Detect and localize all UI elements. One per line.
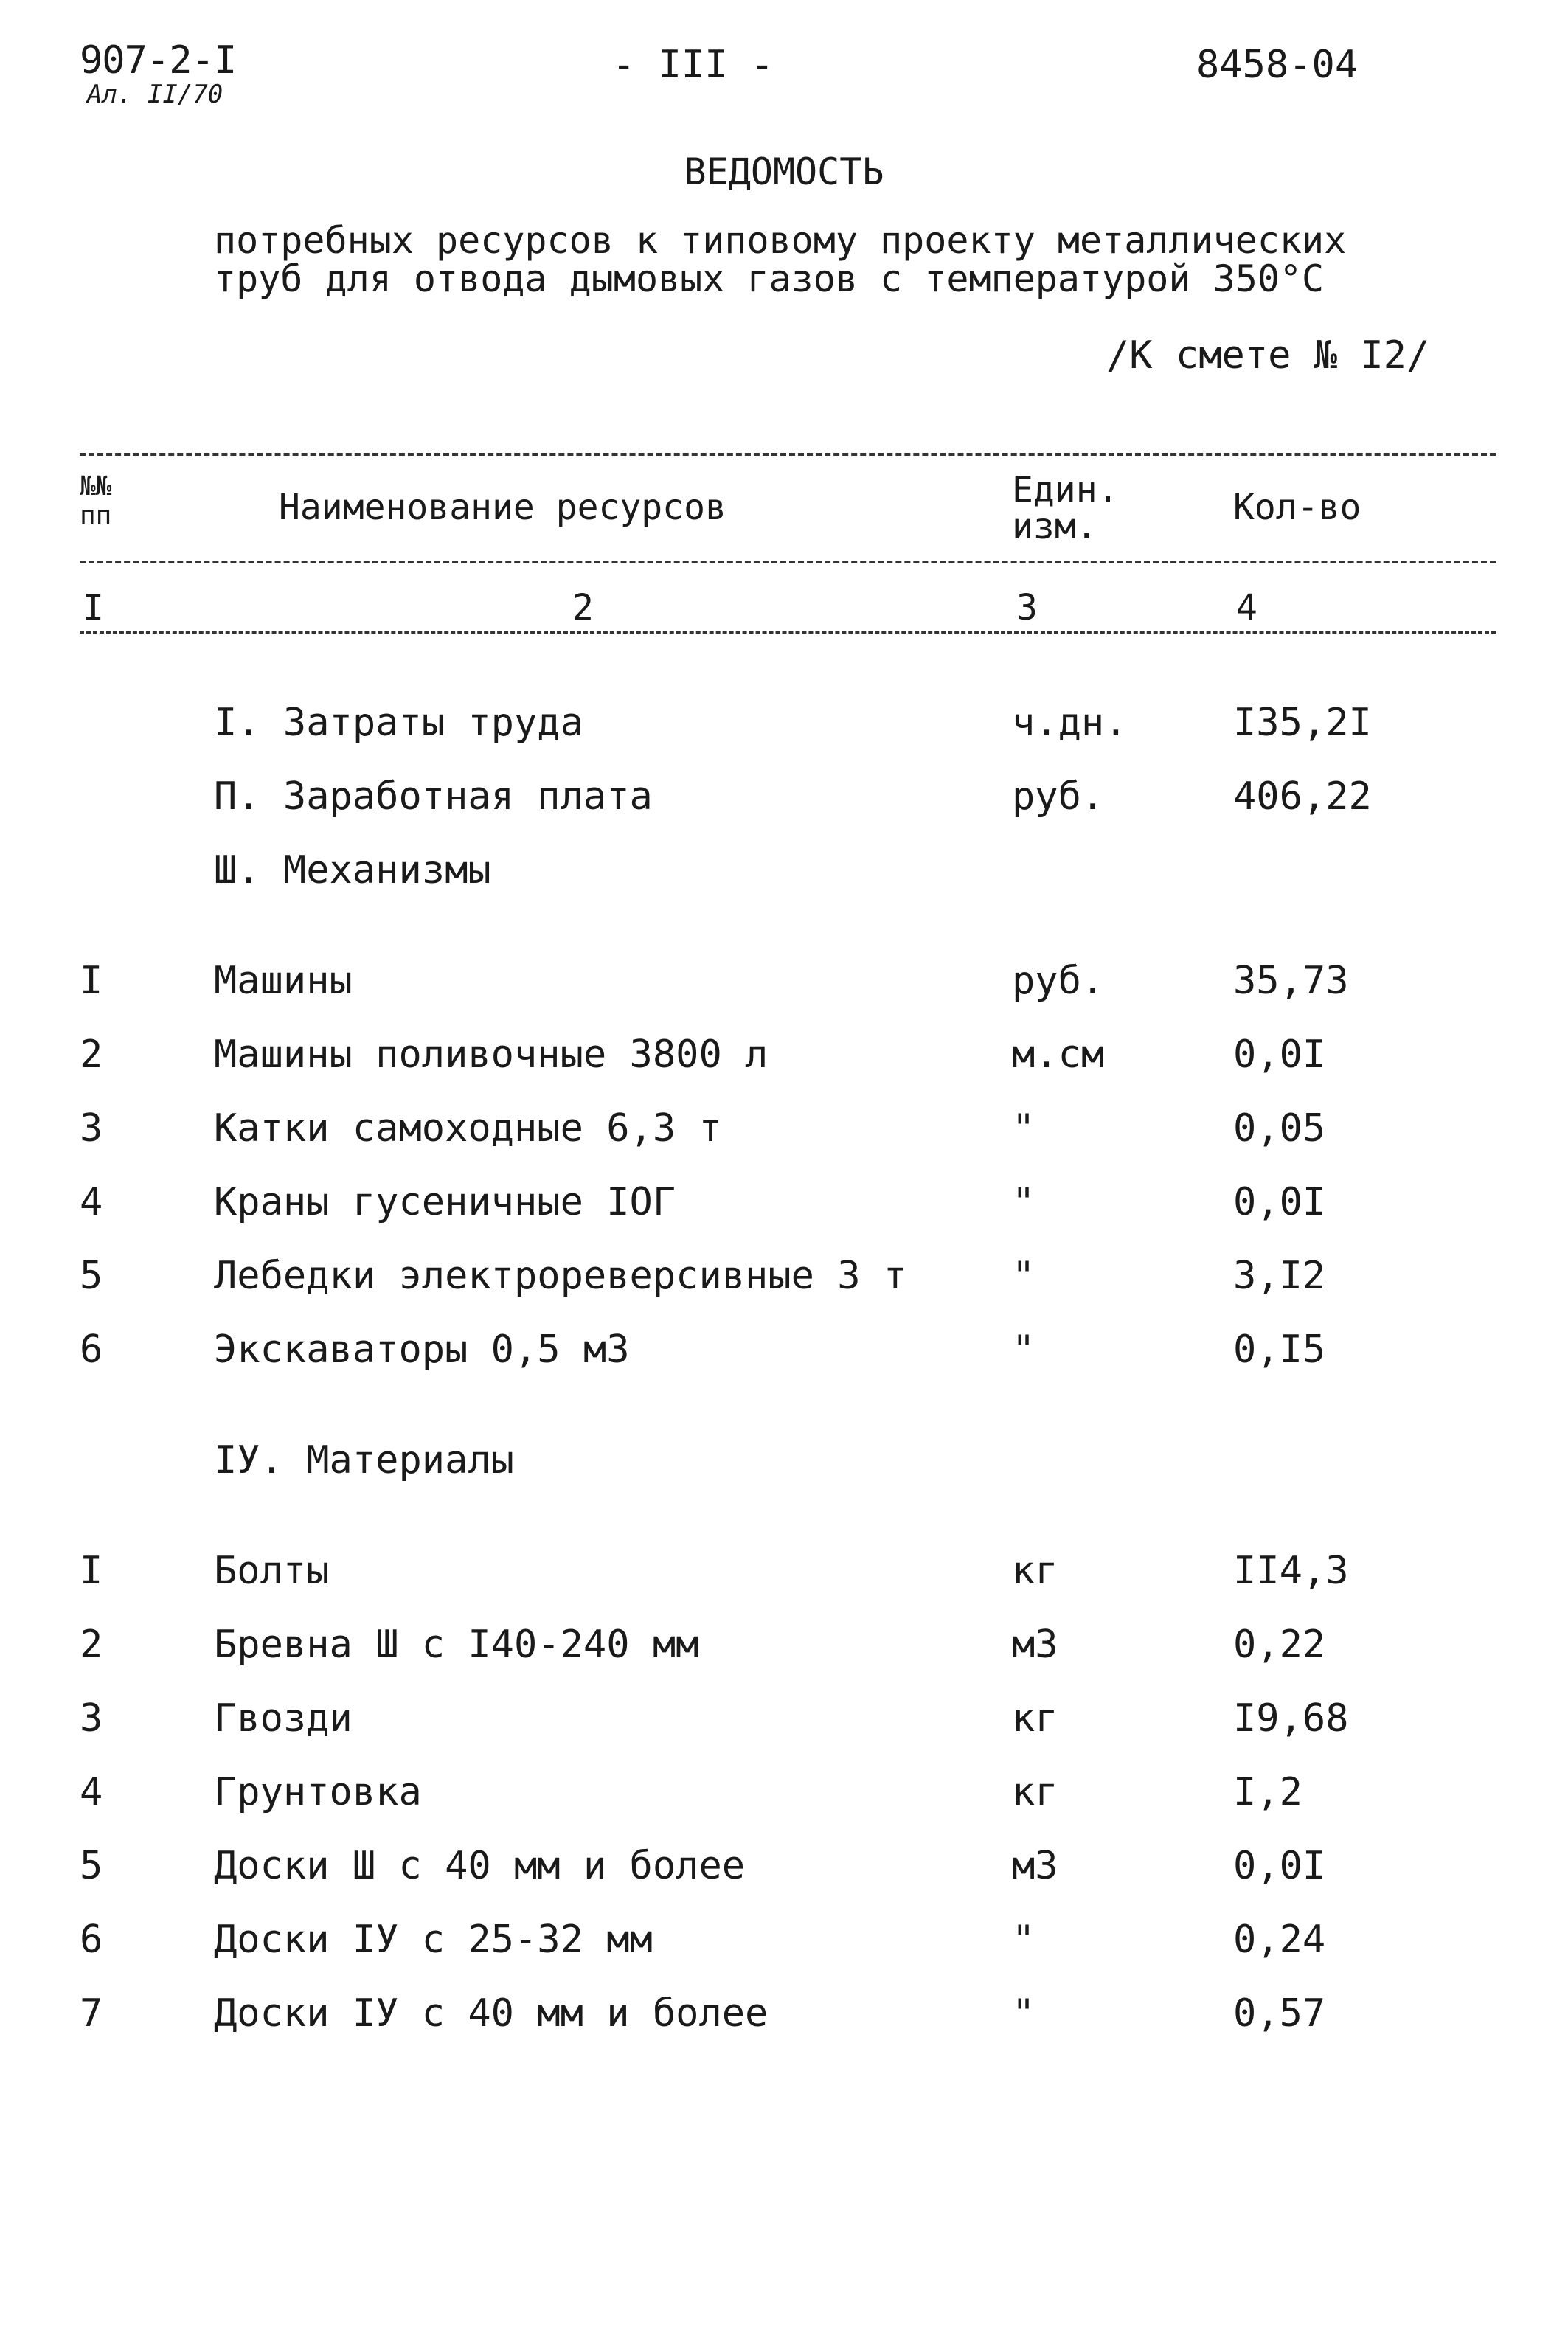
- table-row: [0, 1033, 1568, 1084]
- row-name: Краны гусеничные IOГ: [214, 1180, 676, 1224]
- row-qty: I,2: [1233, 1770, 1302, 1814]
- table-row: [0, 959, 1568, 1010]
- table-row: [0, 1918, 1568, 1969]
- row-number: I: [80, 959, 103, 1003]
- column-header-name: Наименование ресурсов: [279, 487, 726, 528]
- row-qty: 0,22: [1233, 1623, 1326, 1667]
- table-row: [0, 1696, 1568, 1748]
- project-code: 907-2-I: [80, 38, 237, 83]
- section-labor-qty: I35,2I: [1233, 701, 1372, 745]
- table-row: [0, 1106, 1568, 1158]
- row-number: 5: [80, 1254, 103, 1298]
- column-header-unit-line1: Един.: [1012, 469, 1119, 510]
- row-number: 2: [80, 1623, 103, 1667]
- row-name: Грунтовка: [214, 1770, 422, 1814]
- row-number: 4: [80, 1180, 103, 1224]
- row-unit: м.см: [1012, 1033, 1105, 1077]
- row-name: Катки самоходные 6,3 т: [214, 1106, 722, 1151]
- row-qty: 0,05: [1233, 1106, 1326, 1151]
- table-row: [0, 1770, 1568, 1822]
- row-number: 3: [80, 1106, 103, 1151]
- row-qty: 3,I2: [1233, 1254, 1326, 1298]
- section-labor-unit: ч.дн.: [1012, 701, 1128, 745]
- row-qty: I9,68: [1233, 1696, 1349, 1741]
- estimate-reference: /К смете № I2/: [1106, 333, 1430, 378]
- row-qty: 0,I5: [1233, 1328, 1326, 1372]
- row-name: Машины поливочные 3800 л: [214, 1033, 769, 1077]
- row-qty: 0,57: [1233, 1991, 1326, 2036]
- row-name: Гвозди: [214, 1696, 353, 1741]
- row-unit: м3: [1012, 1844, 1058, 1888]
- row-unit: кг: [1012, 1549, 1058, 1593]
- table-row: [0, 1549, 1568, 1600]
- row-number: 4: [80, 1770, 103, 1814]
- section-wages-label: П. Заработная плата: [214, 774, 653, 819]
- table-row: [0, 1254, 1568, 1305]
- row-number: 6: [80, 1918, 103, 1962]
- row-name: Болты: [214, 1549, 330, 1593]
- section-labor-row: [0, 701, 1568, 752]
- row-unit: ": [1012, 1328, 1035, 1372]
- section-wages-row: [0, 774, 1568, 826]
- row-unit: кг: [1012, 1696, 1058, 1741]
- column-number-1: I: [83, 587, 104, 628]
- row-name: Бревна Ш с I40-240 мм: [214, 1623, 699, 1667]
- row-qty: 0,0I: [1233, 1180, 1326, 1224]
- document-number: 8458-04: [1196, 43, 1359, 87]
- row-number: 2: [80, 1033, 103, 1077]
- column-header-no: №№ пп: [80, 471, 112, 531]
- row-name: Доски IУ с 25-32 мм: [214, 1918, 653, 1962]
- row-unit: м3: [1012, 1623, 1058, 1667]
- table-header-rule: [80, 561, 1496, 563]
- row-number: 5: [80, 1844, 103, 1888]
- subtitle-line-1: потребных ресурсов к типовому проекту металлических: [214, 219, 1347, 262]
- row-unit: ": [1012, 1991, 1035, 2036]
- column-number-3: 3: [1016, 587, 1038, 628]
- row-number: 7: [80, 1991, 103, 2036]
- column-header-unit-line2: изм.: [1012, 506, 1097, 547]
- row-qty: 0,0I: [1233, 1844, 1326, 1888]
- document-subtitle: [214, 221, 1346, 298]
- row-unit: ": [1012, 1918, 1035, 1962]
- row-qty: II4,3: [1233, 1549, 1349, 1593]
- section-materials-label: IУ. Материалы: [214, 1438, 514, 1482]
- album-code: Ал. II/70: [87, 80, 223, 109]
- section-machines-heading: [0, 848, 1568, 900]
- table-row: [0, 1328, 1568, 1379]
- row-qty: 0,24: [1233, 1918, 1326, 1962]
- row-name: Лебедки электрореверсивные 3 т: [214, 1254, 907, 1298]
- row-name: Машины: [214, 959, 353, 1003]
- column-number-rule: [80, 631, 1496, 634]
- row-unit: ": [1012, 1180, 1035, 1224]
- column-number-2: 2: [572, 587, 594, 628]
- section-machines-label: Ш. Механизмы: [214, 848, 491, 892]
- row-number: 6: [80, 1328, 103, 1372]
- table-row: [0, 1623, 1568, 1674]
- row-number: 3: [80, 1696, 103, 1741]
- row-name: Доски Ш с 40 мм и более: [214, 1844, 746, 1888]
- section-wages-qty: 406,22: [1233, 774, 1372, 819]
- subtitle-line-2: труб для отвода дымовых газов с температурой 350°C: [214, 257, 1325, 300]
- table-top-rule: [80, 453, 1496, 456]
- row-unit: ": [1012, 1106, 1035, 1151]
- table-row: [0, 1844, 1568, 1895]
- table-row: [0, 1991, 1568, 2043]
- row-name: Доски IУ с 40 мм и более: [214, 1991, 769, 2036]
- row-unit: ": [1012, 1254, 1035, 1298]
- table-row: [0, 1180, 1568, 1232]
- page-number: - III -: [612, 43, 774, 87]
- document-title: ВЕДОМОСТЬ: [684, 150, 884, 193]
- row-qty: 35,73: [1233, 959, 1349, 1003]
- row-number: I: [80, 1549, 103, 1593]
- row-name: Экскаваторы 0,5 м3: [214, 1328, 630, 1372]
- section-labor-label: I. Затраты труда: [214, 701, 583, 745]
- section-materials-heading: [0, 1438, 1568, 1490]
- row-qty: 0,0I: [1233, 1033, 1326, 1077]
- column-header-qty: Кол-во: [1233, 487, 1361, 528]
- row-unit: кг: [1012, 1770, 1058, 1814]
- column-number-4: 4: [1236, 587, 1257, 628]
- row-unit: руб.: [1012, 959, 1105, 1003]
- section-wages-unit: руб.: [1012, 774, 1105, 819]
